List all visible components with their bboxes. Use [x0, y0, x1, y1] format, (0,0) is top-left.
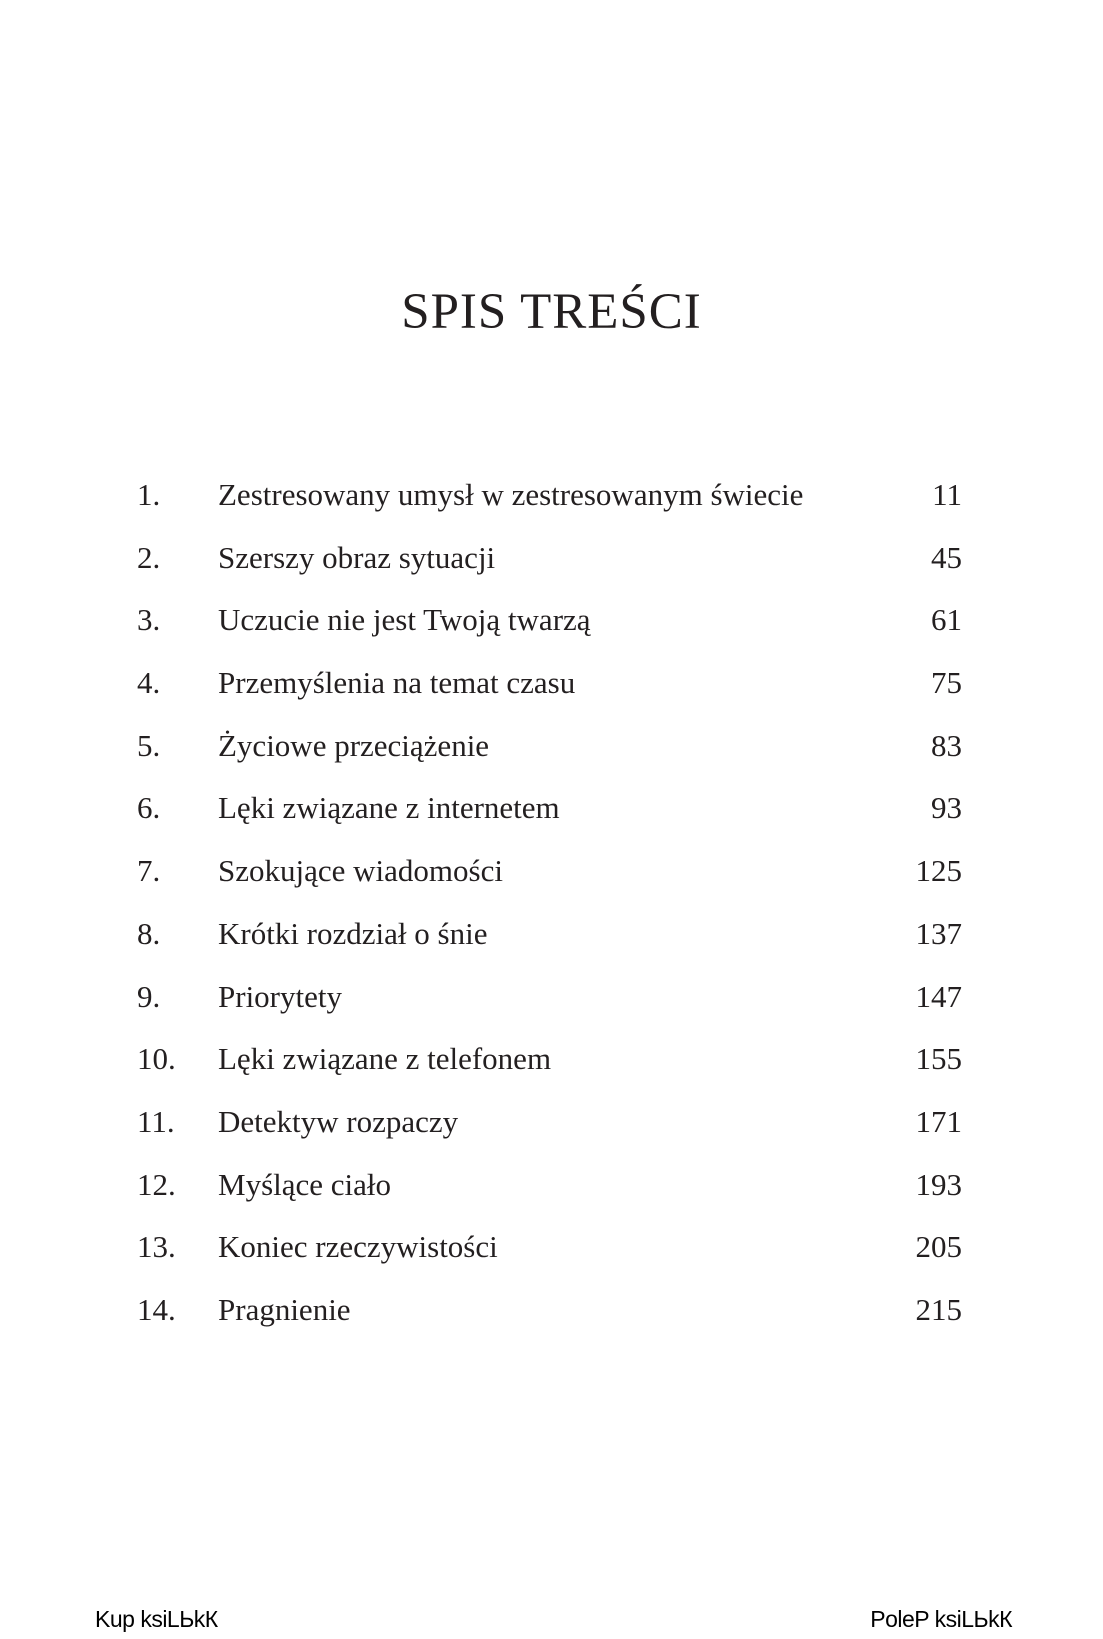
toc-entry-number: 5. — [137, 727, 161, 763]
toc-entry-title: Szokujące wiadomości — [218, 853, 503, 889]
toc-entry-1 — [137, 475, 962, 538]
toc-entry-6 — [137, 788, 962, 851]
table-of-contents — [137, 475, 962, 1353]
toc-entry-title: Detektyw rozpaczy — [218, 1103, 459, 1139]
toc-entry-12 — [137, 1165, 962, 1228]
toc-entry-title: Szerszy obraz sytuacji — [218, 539, 496, 575]
toc-entry-number: 2. — [137, 539, 161, 575]
toc-entry-9 — [137, 977, 962, 1040]
toc-entry-number: 11. — [137, 1103, 175, 1139]
toc-entry-title: Krótki rozdział o śnie — [218, 915, 488, 951]
toc-entry-number: 6. — [137, 790, 161, 826]
toc-entry-number: 7. — [137, 853, 161, 889]
toc-entry-number: 14. — [137, 1291, 176, 1327]
toc-entry-page: 125 — [915, 853, 962, 889]
toc-entry-page: 147 — [915, 978, 962, 1014]
toc-entry-title: Koniec rzeczywistości — [218, 1229, 498, 1265]
toc-entry-number: 10. — [137, 1041, 176, 1077]
toc-entry-title: Życiowe przeciążenie — [218, 727, 490, 763]
toc-entry-5 — [137, 726, 962, 789]
toc-entry-10 — [137, 1039, 962, 1102]
toc-entry-title: Uczucie nie jest Twoją twarzą — [218, 602, 591, 638]
toc-entry-13 — [137, 1227, 962, 1290]
toc-entry-page: 45 — [931, 539, 962, 575]
toc-entry-number: 3. — [137, 602, 161, 638]
toc-entry-4 — [137, 663, 962, 726]
toc-entry-page: 11 — [932, 477, 962, 512]
toc-entry-title: Myślące ciało — [218, 1166, 392, 1202]
toc-entry-title: Przemyślenia na temat czasu — [218, 665, 576, 701]
toc-entry-11 — [137, 1102, 962, 1165]
toc-entry-page: 193 — [915, 1166, 962, 1202]
buy-book-link[interactable]: Kup ksiLЬkК — [95, 1606, 218, 1632]
toc-entry-title: Pragnienie — [218, 1291, 351, 1327]
toc-entry-page: 83 — [931, 727, 962, 763]
toc-entry-number: 13. — [137, 1229, 176, 1265]
toc-entry-2 — [137, 538, 962, 601]
toc-entry-14 — [137, 1290, 962, 1353]
toc-entry-8 — [137, 914, 962, 977]
toc-entry-page: 171 — [915, 1103, 962, 1139]
page-title: SPIS TREŚCI — [401, 284, 702, 340]
toc-entry-page: 215 — [915, 1291, 962, 1327]
toc-entry-title: Lęki związane z telefonem — [218, 1041, 552, 1077]
toc-entry-number: 9. — [137, 978, 161, 1014]
toc-entry-title: Priorytety — [218, 978, 342, 1014]
toc-entry-page: 155 — [915, 1041, 962, 1077]
toc-entry-page: 75 — [931, 665, 962, 701]
toc-entry-page: 93 — [931, 790, 962, 826]
toc-entry-page: 137 — [915, 915, 962, 951]
toc-entry-7 — [137, 851, 962, 914]
toc-entry-number: 12. — [137, 1166, 176, 1202]
toc-entry-3 — [137, 600, 962, 663]
toc-entry-title: Zestresowany umysł w zestresowanym świecie — [218, 477, 804, 512]
toc-entry-page: 205 — [915, 1229, 962, 1265]
recommend-book-link[interactable]: PoleP ksiLЬkК — [870, 1606, 1012, 1632]
toc-entry-number: 4. — [137, 665, 161, 701]
toc-entry-number: 8. — [137, 915, 161, 951]
toc-entry-number: 1. — [137, 477, 161, 512]
toc-entry-title: Lęki związane z internetem — [218, 790, 560, 826]
toc-entry-page: 61 — [931, 602, 962, 638]
